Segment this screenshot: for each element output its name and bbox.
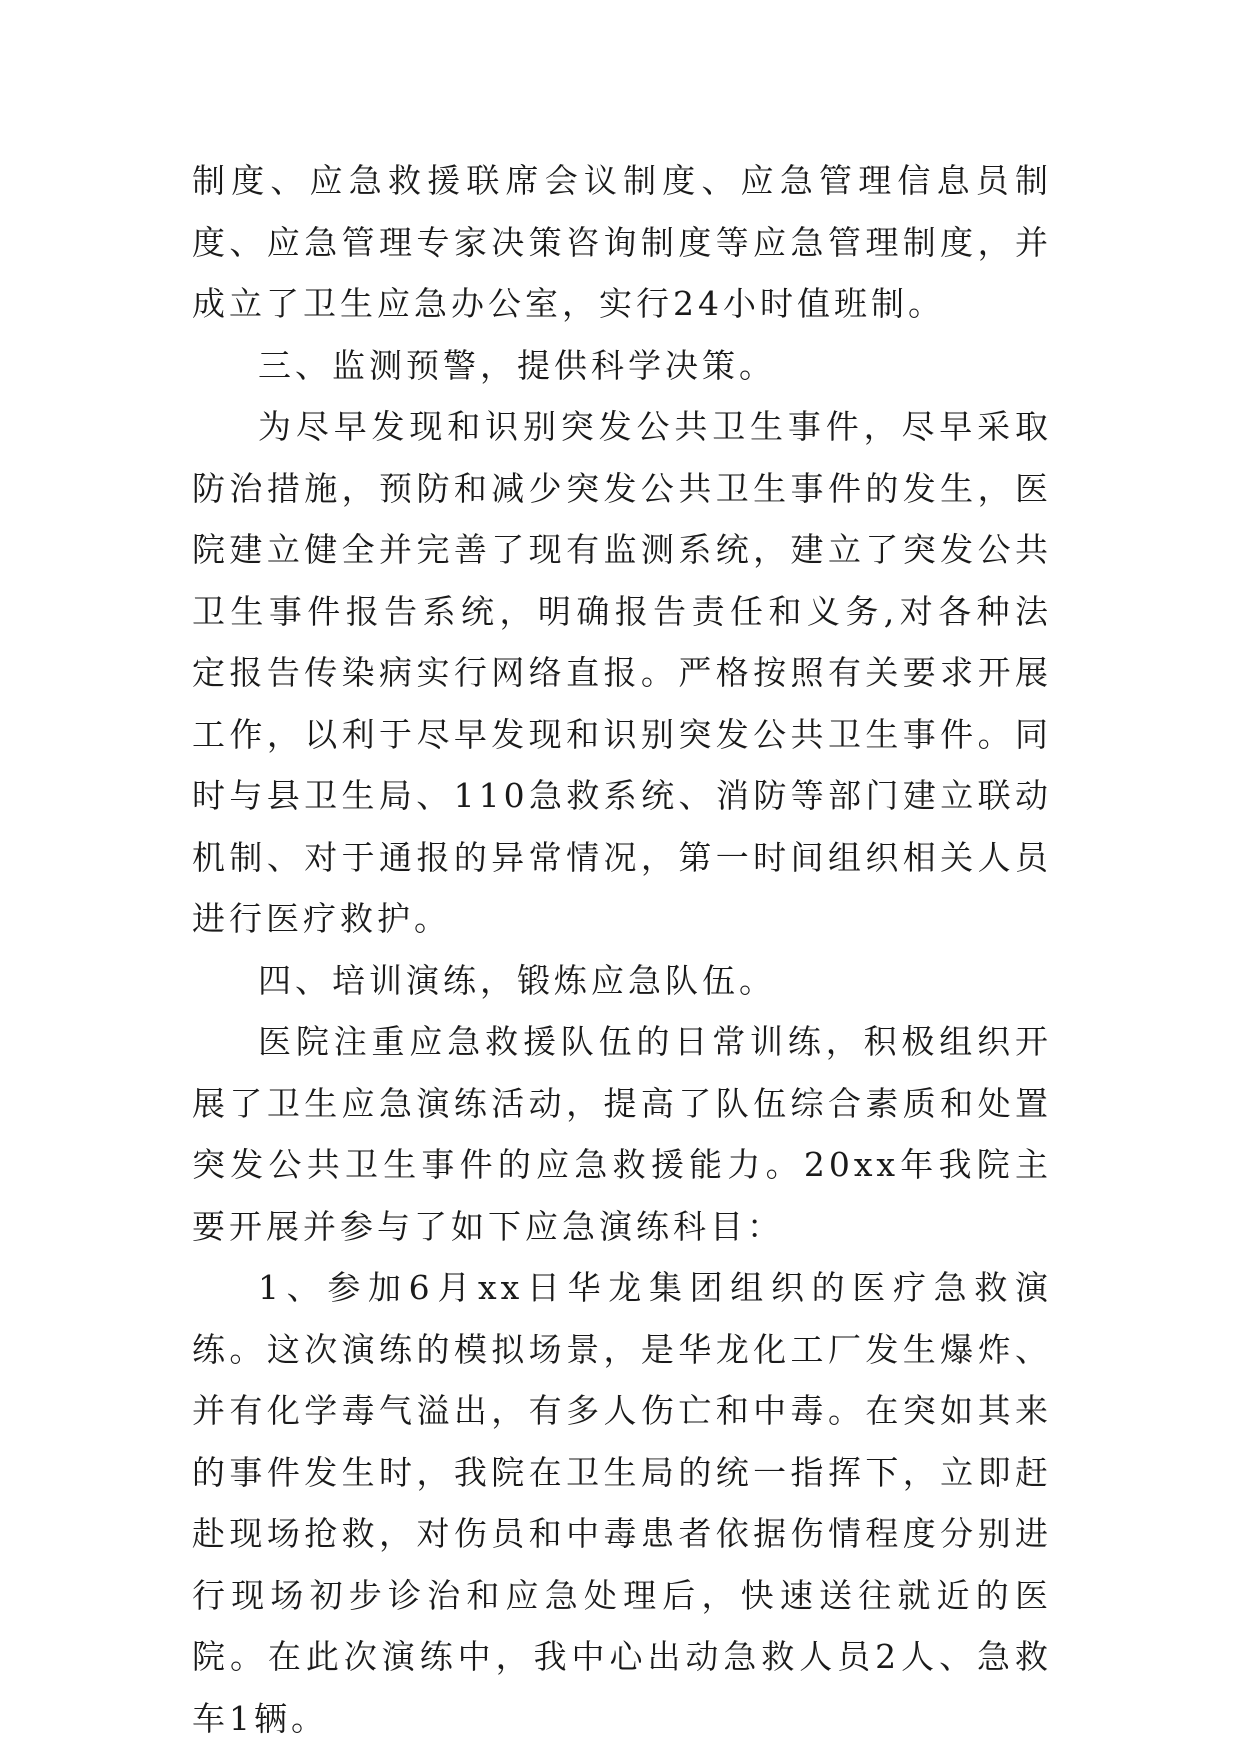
paragraph-monitoring-details: 为尽早发现和识别突发公共卫生事件，尽早采取防治措施，预防和减少突发公共卫生事件的发生，医院建立健全并完善了现有监测系统，建立了突发公共卫生事件报告系统，明确报告责任和义务,对各种法定报告传染病实行网络直报。严格按照有关要求开展工作，以利于尽早发现和识别突发公共卫生事件。同时与县卫生局、110急救系统、消防等部门建立联动机制、对于通报的异常情况，第一时间组织相关人员进行医疗救护。 xyxy=(192,407,1052,938)
paragraph-management-systems: 制度、应急救援联席会议制度、应急管理信息员制度、应急管理专家决策咨询制度等应急管理制度，并成立了卫生应急办公室，实行24小时值班制。 xyxy=(192,161,1052,323)
document-body xyxy=(192,150,1052,1749)
heading-monitoring-warning: 三、监测预警，提供科学决策。 xyxy=(258,345,776,385)
heading-training-drills: 四、培训演练，锻炼应急队伍。 xyxy=(258,960,776,1000)
paragraph-training-details: 医院注重应急救援队伍的日常训练，积极组织开展了卫生应急演练活动，提高了队伍综合素质和处置突发公共卫生事件的应急救援能力。20xx年我院主要开展并参与了如下应急演练科目： xyxy=(192,1022,1052,1246)
paragraph-drill-item-1: 1、参加6月xx日华龙集团组织的医疗急救演练。这次演练的模拟场景，是华龙化工厂发生爆炸、并有化学毒气溢出，有多人伤亡和中毒。在突如其来的事件发生时，我院在卫生局的统一指挥下，立即赶赴现场抢救，对伤员和中毒患者依据伤情程度分别进行现场初步诊治和应急处理后，快速送往就近的医院。在此次演练中，我中心出动急救人员2人、急救车1辆。 xyxy=(192,1268,1052,1738)
